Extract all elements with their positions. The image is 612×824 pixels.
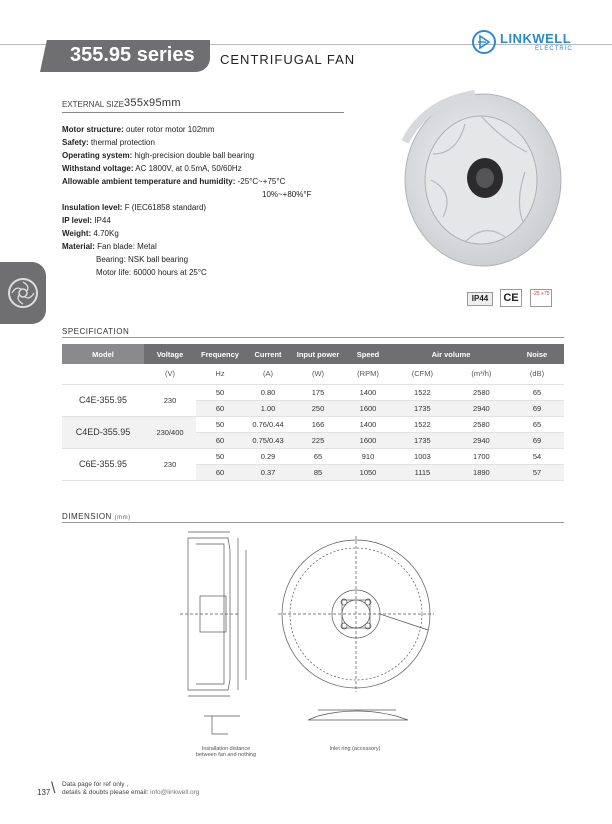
- table-cell: 69: [510, 432, 564, 448]
- model-name: C6E-355.95: [62, 448, 144, 480]
- brand-sub: ELECTRIC: [535, 46, 573, 52]
- table-units-row: [62, 364, 564, 384]
- col-speed: Speed: [344, 344, 392, 364]
- external-size-label: EXTERNAL SIZE: [62, 100, 124, 109]
- ip-badge: IP44: [467, 292, 493, 306]
- unit-cfm: (CFM): [392, 364, 453, 384]
- table-cell: 1400: [344, 384, 392, 400]
- table-cell: 1600: [344, 400, 392, 416]
- product-type: CENTRIFUGAL FAN: [220, 52, 356, 67]
- table-cell: 1.00: [244, 400, 292, 416]
- footer-divider: \: [51, 780, 56, 797]
- caption-installation-distance: Installation distance between fan and nothing: [195, 746, 257, 758]
- model-voltage: 230/400: [144, 416, 196, 448]
- table-cell: 2580: [453, 416, 510, 432]
- model-voltage: 230: [144, 384, 196, 416]
- unit-voltage: (V): [144, 364, 196, 384]
- table-cell: 1115: [392, 464, 453, 480]
- col-voltage: Voltage: [144, 344, 196, 364]
- table-cell: 65: [510, 416, 564, 432]
- col-noise: Noise: [510, 344, 564, 364]
- table-cell: 1522: [392, 416, 453, 432]
- dimension-rule: [62, 522, 564, 523]
- footer-email[interactable]: info@linkwell.org: [150, 789, 200, 796]
- specification-title: SPECIFICATION: [62, 327, 130, 336]
- table-cell: 2940: [453, 432, 510, 448]
- spec-ambient-temp: Allowable ambient temperature and humidity: -25°C~+75°C: [62, 177, 286, 186]
- dimension-drawing: [168, 530, 458, 745]
- col-input-power: Input power: [292, 344, 344, 364]
- table-cell: 1735: [392, 432, 453, 448]
- page-number: 137: [37, 788, 51, 797]
- table-cell: 1890: [453, 464, 510, 480]
- table-cell: 2940: [453, 400, 510, 416]
- unit-noise: (dB): [510, 364, 564, 384]
- spec-operating-system: Operating system: high-precision double ball bearing: [62, 151, 255, 160]
- unit-current: (A): [244, 364, 292, 384]
- model-name: C4E-355.95: [62, 384, 144, 416]
- spec-weight: Weight: 4.70Kg: [62, 229, 119, 238]
- fan-icon: [8, 278, 38, 308]
- table-row: [62, 384, 564, 400]
- external-size-value: 355x95mm: [124, 97, 181, 109]
- spec-insulation: Insulation level: F (IEC61858 standard): [62, 203, 207, 212]
- table-row: [62, 416, 564, 432]
- table-cell: 1050: [344, 464, 392, 480]
- table-cell: 0.80: [244, 384, 292, 400]
- table-cell: 1700: [453, 448, 510, 464]
- specification-table: [62, 344, 564, 481]
- col-air-volume: Air volume: [392, 344, 510, 364]
- col-frequency: Frequency: [196, 344, 244, 364]
- table-cell: 60: [196, 464, 244, 480]
- specification-rule: [62, 337, 564, 338]
- unit-speed: (RPM): [344, 364, 392, 384]
- table-cell: 910: [344, 448, 392, 464]
- table-cell: 65: [292, 448, 344, 464]
- unit-input-power: (W): [292, 364, 344, 384]
- series-title: 355.95 series: [70, 44, 195, 66]
- table-cell: 0.76/0.44: [244, 416, 292, 432]
- brand-name: LINKWELL: [500, 31, 572, 46]
- table-cell: 57: [510, 464, 564, 480]
- footer-note: Data page for ref only , details & doubts please email: info@linkwell.org: [62, 781, 200, 796]
- spec-material: Material: Fan blade: Metal: [62, 242, 157, 251]
- table-cell: 50: [196, 448, 244, 464]
- table-row: [62, 448, 564, 464]
- table-cell: 1600: [344, 432, 392, 448]
- spec-motor-structure: Motor structure: outer rotor motor 102mm: [62, 125, 215, 134]
- table-cell: 1735: [392, 400, 453, 416]
- spec-safety: Safety: thermal protection: [62, 138, 155, 147]
- table-cell: 65: [510, 384, 564, 400]
- table-cell: 50: [196, 416, 244, 432]
- table-cell: 166: [292, 416, 344, 432]
- table-cell: 1522: [392, 384, 453, 400]
- table-cell: 225: [292, 432, 344, 448]
- external-size-rule: [62, 112, 344, 113]
- table-cell: 50: [196, 384, 244, 400]
- ce-badge: CE: [500, 289, 522, 307]
- table-cell: 54: [510, 448, 564, 464]
- table-cell: 69: [510, 400, 564, 416]
- spec-humidity: 10%~+80%°F: [262, 190, 312, 199]
- unit-m3h: (m³/h): [453, 364, 510, 384]
- model-voltage: 230: [144, 448, 196, 480]
- spec-list: [62, 123, 362, 279]
- model-name: C4ED-355.95: [62, 416, 144, 448]
- table-cell: 250: [292, 400, 344, 416]
- table-cell: 0.37: [244, 464, 292, 480]
- spec-motor-life: Motor life: 60000 hours at 25°C: [96, 268, 207, 277]
- caption-inlet-ring: Inlet ring (accessory): [329, 746, 381, 752]
- product-image: [395, 82, 565, 272]
- col-current: Current: [244, 344, 292, 364]
- table-header-row: [62, 344, 564, 364]
- table-cell: 85: [292, 464, 344, 480]
- temperature-badge: -25 +75: [530, 289, 552, 307]
- table-cell: 60: [196, 400, 244, 416]
- unit-frequency: Hz: [196, 364, 244, 384]
- table-cell: 60: [196, 432, 244, 448]
- table-cell: 1400: [344, 416, 392, 432]
- table-cell: 175: [292, 384, 344, 400]
- table-cell: 1003: [392, 448, 453, 464]
- table-cell: 2580: [453, 384, 510, 400]
- col-model: Model: [62, 344, 144, 364]
- spec-bearing: Bearing: NSK ball bearing: [96, 255, 189, 264]
- linkwell-logo-icon: [472, 30, 496, 54]
- table-cell: 0.29: [244, 448, 292, 464]
- table-cell: 0.75/0.43: [244, 432, 292, 448]
- dimension-title: DIMENSION (mm): [62, 512, 131, 521]
- spec-ip-level: IP level: IP44: [62, 216, 111, 225]
- spec-withstand-voltage: Withstand voltage: AC 1800V, at 0.5mA, 50/60Hz: [62, 164, 242, 173]
